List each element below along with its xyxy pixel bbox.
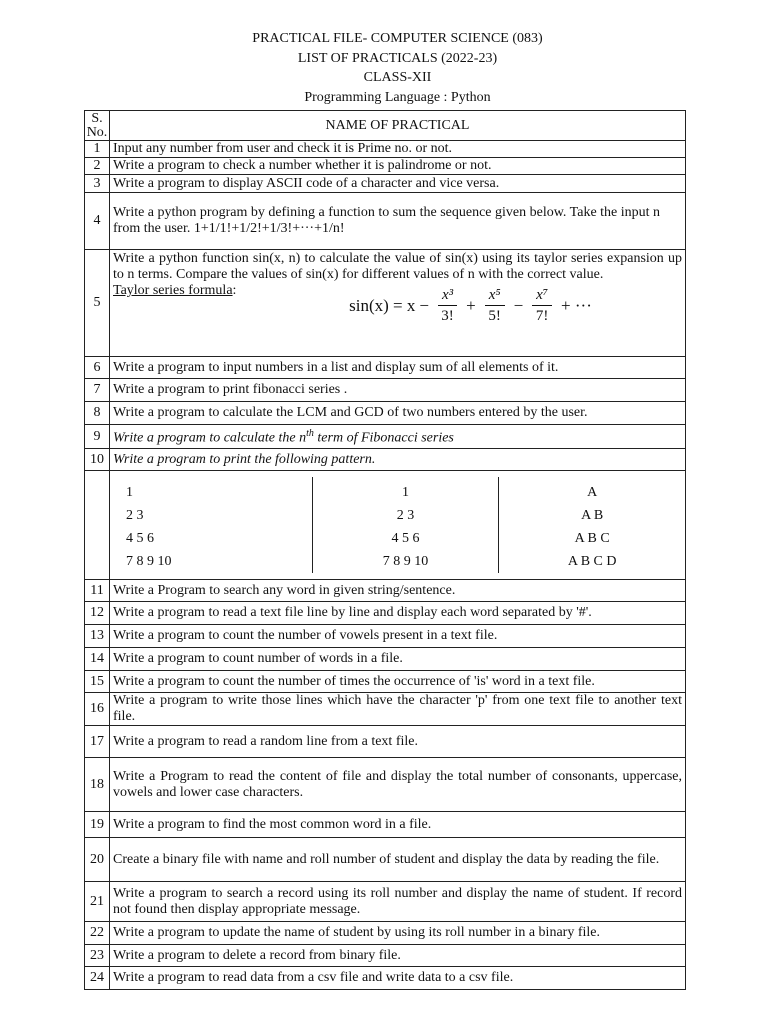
table-header-row — [85, 111, 686, 141]
formula-fraction — [438, 285, 457, 326]
formula-operator: − — [513, 295, 524, 315]
row-number: 24 — [85, 967, 110, 990]
denominator: 7! — [535, 308, 549, 324]
practical-text: Write a program to print the following pattern. — [113, 451, 376, 467]
practical-name — [110, 158, 686, 175]
text-part: Write a program to calculate the n — [113, 430, 307, 446]
practical-name — [110, 945, 686, 967]
denominator: 3! — [441, 308, 454, 324]
row-number: 10 — [85, 449, 110, 471]
row-number: 23 — [85, 945, 110, 967]
row-number: 5 — [85, 250, 110, 357]
pattern-grid — [110, 477, 685, 573]
practical-name — [110, 402, 686, 425]
row-number: 22 — [85, 922, 110, 945]
practical-name — [110, 141, 686, 158]
row-number: 15 — [85, 671, 110, 693]
table-row — [85, 602, 686, 625]
row-number: 6 — [85, 357, 110, 379]
practical-name — [110, 625, 686, 648]
practical-name — [110, 671, 686, 693]
practical-name — [110, 922, 686, 945]
pattern-line: 2 3 — [126, 508, 144, 523]
practical-text: Write a program to calculate the LCM and GCD of two numbers entered by the user. — [113, 405, 588, 420]
row-number: 17 — [85, 726, 110, 758]
practical-name — [110, 838, 686, 882]
practical-text: Write a program to count the number of vowels present in a text file. — [113, 628, 498, 643]
table-row — [85, 449, 686, 471]
practical-text: Write a program to update the name of student by using its roll number in a binary file. — [113, 925, 600, 940]
practical-name — [110, 648, 686, 671]
numerator: x⁷ — [532, 285, 552, 306]
formula-label-text: Taylor series formula — [113, 283, 233, 298]
formula-fraction — [485, 285, 505, 326]
table-row — [85, 838, 686, 882]
pattern-line: 4 5 6 — [391, 531, 420, 546]
practical-text: Write a program to display ASCII code of a character and vice versa. — [113, 175, 500, 191]
document-title: PRACTICAL FILE- COMPUTER SCIENCE (083) — [252, 31, 543, 46]
pattern-column — [312, 477, 499, 573]
table-row — [85, 882, 686, 922]
practical-text: Write a program to print fibonacci series . — [113, 382, 348, 397]
practical-name — [110, 425, 686, 449]
table-row — [85, 357, 686, 379]
pattern-line: 1 — [402, 485, 409, 500]
practical-text: Write a program to input numbers in a list and display sum of all elements of it. — [113, 359, 559, 375]
table-row — [85, 812, 686, 838]
row-number: 16 — [85, 693, 110, 726]
table-row — [85, 379, 686, 402]
row-number: 19 — [85, 812, 110, 838]
practical-text: Write a program to count number of words in a file. — [113, 651, 403, 666]
practical-name — [110, 758, 686, 812]
table-row — [85, 580, 686, 602]
table-row — [85, 158, 686, 175]
row-number: 1 — [85, 141, 110, 158]
practical-text: Write a program to delete a record from binary file. — [113, 947, 401, 963]
document-subtitle: LIST OF PRACTICALS (2022-23) — [297, 51, 498, 66]
formula-fraction — [532, 285, 552, 326]
practical-text: Write a python function sin(x, n) to calculate the value of sin(x) using its taylor series expansion up to n terms. Compare the values of sin(x) for different values of n with the correct value. — [113, 251, 682, 282]
practical-text: Write a program to find the most common word in a file. — [113, 816, 432, 832]
formula-lhs: sin(x) = x — [349, 295, 416, 315]
practical-name — [110, 693, 686, 726]
table-row — [85, 175, 686, 193]
formula-operator: + — [466, 295, 476, 315]
row-number: 9 — [85, 425, 110, 449]
pattern-line: A B C — [574, 531, 610, 546]
row-number: 14 — [85, 648, 110, 671]
pattern-line: 1 — [126, 485, 133, 500]
pattern-line: 7 8 9 10 — [126, 554, 172, 569]
row-number — [85, 471, 110, 580]
row-number: 20 — [85, 838, 110, 882]
practical-text: Input any number from user and check it is Prime no. or not. — [113, 141, 453, 156]
practical-text: Write a program to read a random line from a text file. — [113, 733, 418, 749]
practical-text: Write a program to read data from a csv file and write data to a csv file. — [113, 970, 514, 985]
pattern-line: 2 3 — [396, 508, 415, 523]
row-number: 21 — [85, 882, 110, 922]
practical-name — [110, 602, 686, 625]
row-number: 12 — [85, 602, 110, 625]
row-number: 8 — [85, 402, 110, 425]
pattern-column — [498, 477, 685, 573]
table-row — [85, 425, 686, 449]
row-number: 11 — [85, 580, 110, 602]
table-row — [85, 193, 686, 250]
table-row — [85, 250, 686, 357]
pattern-line: A B — [581, 508, 604, 523]
practical-text: Create a binary file with name and roll number of student and display the data by reading the file. — [113, 851, 660, 867]
row-number: 3 — [85, 175, 110, 193]
text-part: term of Fibonacci series — [313, 430, 454, 446]
practical-name — [110, 250, 686, 357]
table-row — [85, 922, 686, 945]
practical-name — [110, 357, 686, 379]
row-number: 13 — [85, 625, 110, 648]
practical-name — [110, 726, 686, 758]
practical-text: Write a Program to read the content of file and display the total number of consonants, uppercase, vowels and lower case characters. — [113, 768, 682, 800]
table-row — [85, 471, 686, 580]
table-row — [85, 671, 686, 693]
text-line: Write a python program by defining a function to sum the sequence given below. Take the input n — [113, 205, 661, 220]
name-header: NAME OF PRACTICAL — [110, 111, 686, 141]
row-number: 18 — [85, 758, 110, 812]
table-row — [85, 141, 686, 158]
pattern-line: 7 8 9 10 — [382, 554, 429, 569]
practical-name — [110, 471, 686, 580]
practical-name — [110, 379, 686, 402]
class-label: CLASS-XII — [363, 70, 432, 85]
practical-text: Write a program to count the number of times the occurrence of 'is' word in a text file. — [113, 673, 595, 689]
row-number: 4 — [85, 193, 110, 250]
row-number: 7 — [85, 379, 110, 402]
table-row — [85, 945, 686, 967]
sno-header: S. No. — [85, 111, 110, 141]
practical-name — [110, 193, 686, 250]
formula-tail: + ··· — [561, 295, 592, 315]
formula-label: Taylor series formula: — [113, 283, 237, 298]
formula-operator: − — [419, 295, 429, 315]
table-row — [85, 625, 686, 648]
table-row — [85, 967, 686, 990]
pattern-line: A B C D — [567, 554, 617, 569]
table-row — [85, 648, 686, 671]
practical-name — [110, 967, 686, 990]
row-number: 2 — [85, 158, 110, 175]
text-line: from the user. 1+1/1!+1/2!+1/3!+···+1/n! — [113, 221, 345, 236]
practical-text: Write a program to check a number whether it is palindrome or not. — [113, 158, 492, 173]
practical-name — [110, 175, 686, 193]
table-row — [85, 402, 686, 425]
practical-name — [110, 882, 686, 922]
numerator: x³ — [438, 285, 457, 306]
practical-name — [110, 812, 686, 838]
practical-text: Write a program to read a text file line by line and display each word separated by '#'. — [113, 605, 592, 620]
table-row — [85, 758, 686, 812]
practical-name — [110, 449, 686, 471]
practical-text: Write a Program to search any word in given string/sentence. — [113, 582, 456, 598]
pattern-line: A — [587, 485, 598, 500]
superscript: th — [306, 428, 314, 440]
table-row — [85, 693, 686, 726]
pattern-column — [110, 477, 312, 573]
practical-text: Write a program to write those lines which have the character 'p' from one text file to another text file. — [113, 693, 682, 724]
practicals-table — [84, 110, 686, 990]
table-row — [85, 726, 686, 758]
taylor-formula — [263, 285, 682, 326]
practical-text: Write a program to search a record using its roll number and display the name of student. If record not found then display appropriate message. — [113, 885, 682, 917]
denominator: 5! — [488, 308, 501, 324]
numerator: x⁵ — [485, 285, 505, 306]
pattern-line: 4 5 6 — [126, 531, 154, 546]
language-label: Programming Language : Python — [304, 90, 491, 105]
practical-name — [110, 580, 686, 602]
